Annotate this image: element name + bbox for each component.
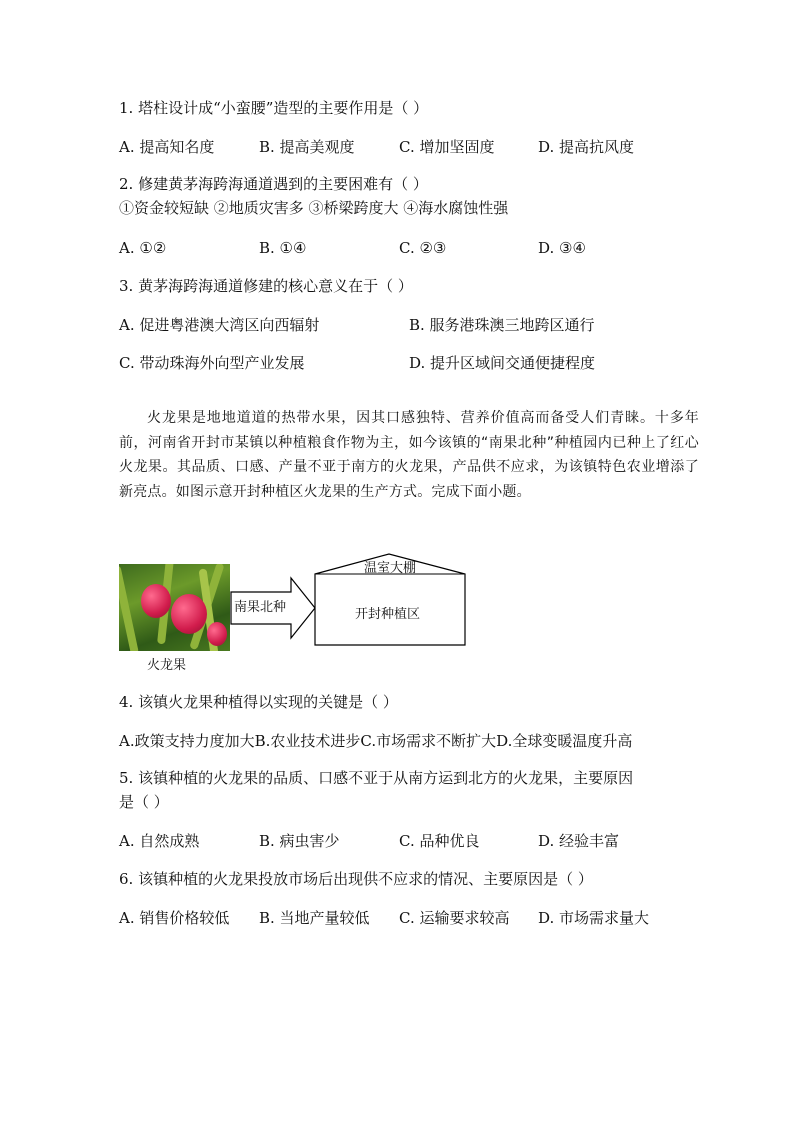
question-2-statements: ①资金较短缺 ②地质灾害多 ③桥梁跨度大 ④海水腐蚀性强 <box>119 199 509 217</box>
q3-option-d[interactable]: D. 提升区域间交通便捷程度 <box>409 354 596 372</box>
q6-option-d[interactable]: D. 市场需求量大 <box>538 909 650 927</box>
q2-option-c[interactable]: C. ②③ <box>399 239 447 257</box>
question-3-stem: 3. 黄茅海跨海通道修建的核心意义在于（ ） <box>119 277 413 295</box>
passage-text: 火龙果是地地道道的热带水果，因其口感独特、营养价值高而备受人们青睐。十多年前，河南省开封市某镇以种植粮食作物为主，如今该镇的“南果北种”种植园内已种上了红心火龙果。其品质、口感、产量不亚于南方的火龙果，产品供不应求，为该镇特色农业增添了新亮点。如图示意开封种植区火龙果的生产方式。完成下面小题。 <box>119 410 699 500</box>
q6-option-a[interactable]: A. 销售价格较低 <box>119 909 230 927</box>
question-5-stem: 5. 该镇种植的火龙果的品质、口感不亚于从南方运到北方的火龙果，主要原因 <box>119 769 634 787</box>
q2-option-b[interactable]: B. ①④ <box>259 239 307 257</box>
q3-option-a[interactable]: A. 促进粤港澳大湾区向西辐射 <box>119 316 320 334</box>
q1-option-c[interactable]: C. 增加坚固度 <box>399 138 495 156</box>
question-4-options[interactable]: A.政策支持力度加大B.农业技术进步C.市场需求不断扩大D.全球变暖温度升高 <box>119 732 633 750</box>
question-6-stem: 6. 该镇种植的火龙果投放市场后出现供不应求的情况、主要原因是（ ） <box>119 870 593 888</box>
production-diagram <box>119 552 479 672</box>
q2-option-a[interactable]: A. ①② <box>119 239 167 257</box>
q1-option-d[interactable]: D. 提高抗风度 <box>538 138 635 156</box>
q6-option-c[interactable]: C. 运输要求较高 <box>399 909 510 927</box>
q5-option-b[interactable]: B. 病虫害少 <box>259 832 340 850</box>
diagram-shapes <box>119 552 479 662</box>
q5-option-a[interactable]: A. 自然成熟 <box>119 832 200 850</box>
arrow-label: 南果北种 <box>234 600 287 615</box>
q6-option-b[interactable]: B. 当地产量较低 <box>259 909 370 927</box>
question-1-stem: 1. 塔柱设计成“小蛮腰”造型的主要作用是（ ） <box>119 99 429 117</box>
q5-option-c[interactable]: C. 品种优良 <box>399 832 480 850</box>
q2-option-d[interactable]: D. ③④ <box>538 239 586 257</box>
q1-option-a[interactable]: A. 提高知名度 <box>119 138 215 156</box>
question-5-stem-cont: 是（ ） <box>119 793 169 811</box>
q5-option-d[interactable]: D. 经验丰富 <box>538 832 620 850</box>
greenhouse-label: 温室大棚 <box>364 561 417 576</box>
q1-option-b[interactable]: B. 提高美观度 <box>259 138 355 156</box>
photo-caption: 火龙果 <box>147 658 187 673</box>
q3-option-c[interactable]: C. 带动珠海外向型产业发展 <box>119 354 305 372</box>
question-2-stem: 2. 修建黄茅海跨海通道遇到的主要困难有（ ） <box>119 175 428 193</box>
planting-area-label: 开封种植区 <box>355 607 421 622</box>
question-4-stem: 4. 该镇火龙果种植得以实现的关键是（ ） <box>119 693 398 711</box>
q3-option-b[interactable]: B. 服务港珠澳三地跨区通行 <box>409 316 595 334</box>
reading-passage <box>119 406 699 504</box>
